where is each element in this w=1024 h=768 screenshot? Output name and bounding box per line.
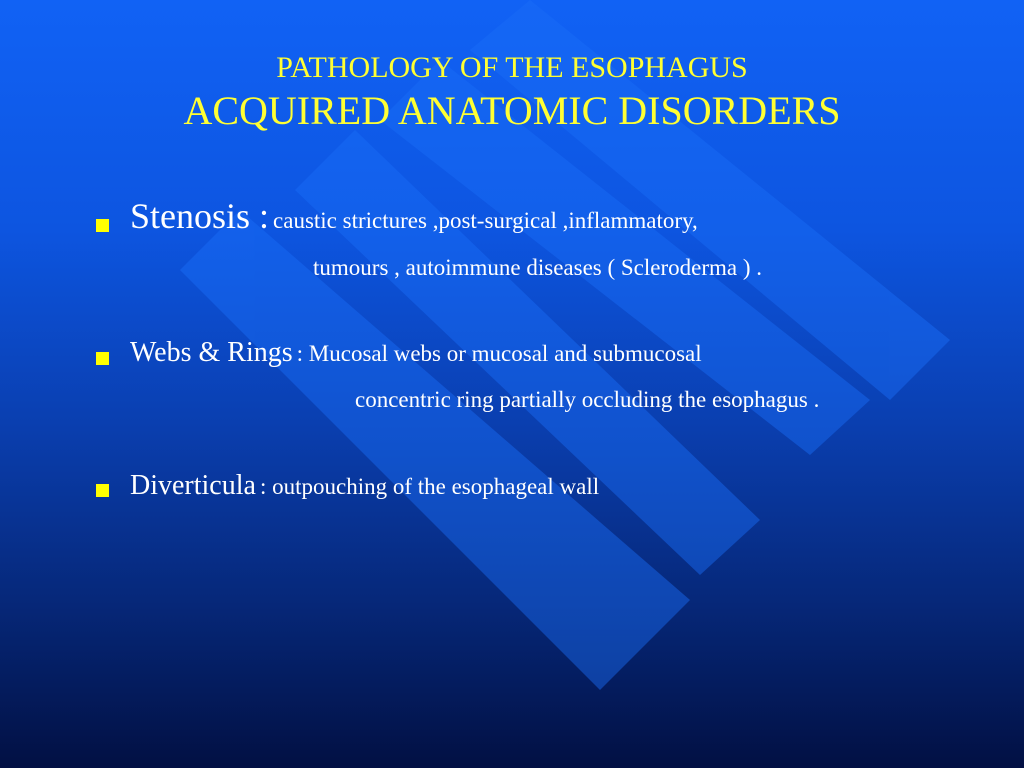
square-bullet-icon [96,219,109,232]
slide-title [0,50,1024,136]
description-line: : Mucosal webs or mucosal and submucosal [296,341,702,366]
term-webs-rings: Webs & Rings [130,337,293,368]
title-line-acquired-disorders: ACQUIRED ANATOMIC DISORDERS [183,88,841,133]
description-line: tumours , autoimmune diseases ( Scleroderma ) . [313,255,763,280]
title-line-pathology: PATHOLOGY OF THE ESOPHAGUS [276,51,748,84]
description-line: concentric ring partially occluding the esophagus . [355,387,820,412]
square-bullet-icon [96,352,109,365]
description-line: : outpouching of the esophageal wall [259,474,600,499]
term-diverticula: Diverticula [130,470,256,501]
description-line: caustic strictures ,post-surgical ,inflammatory, [273,208,698,233]
term-stenosis: Stenosis : [130,196,270,236]
square-bullet-icon [96,484,109,497]
